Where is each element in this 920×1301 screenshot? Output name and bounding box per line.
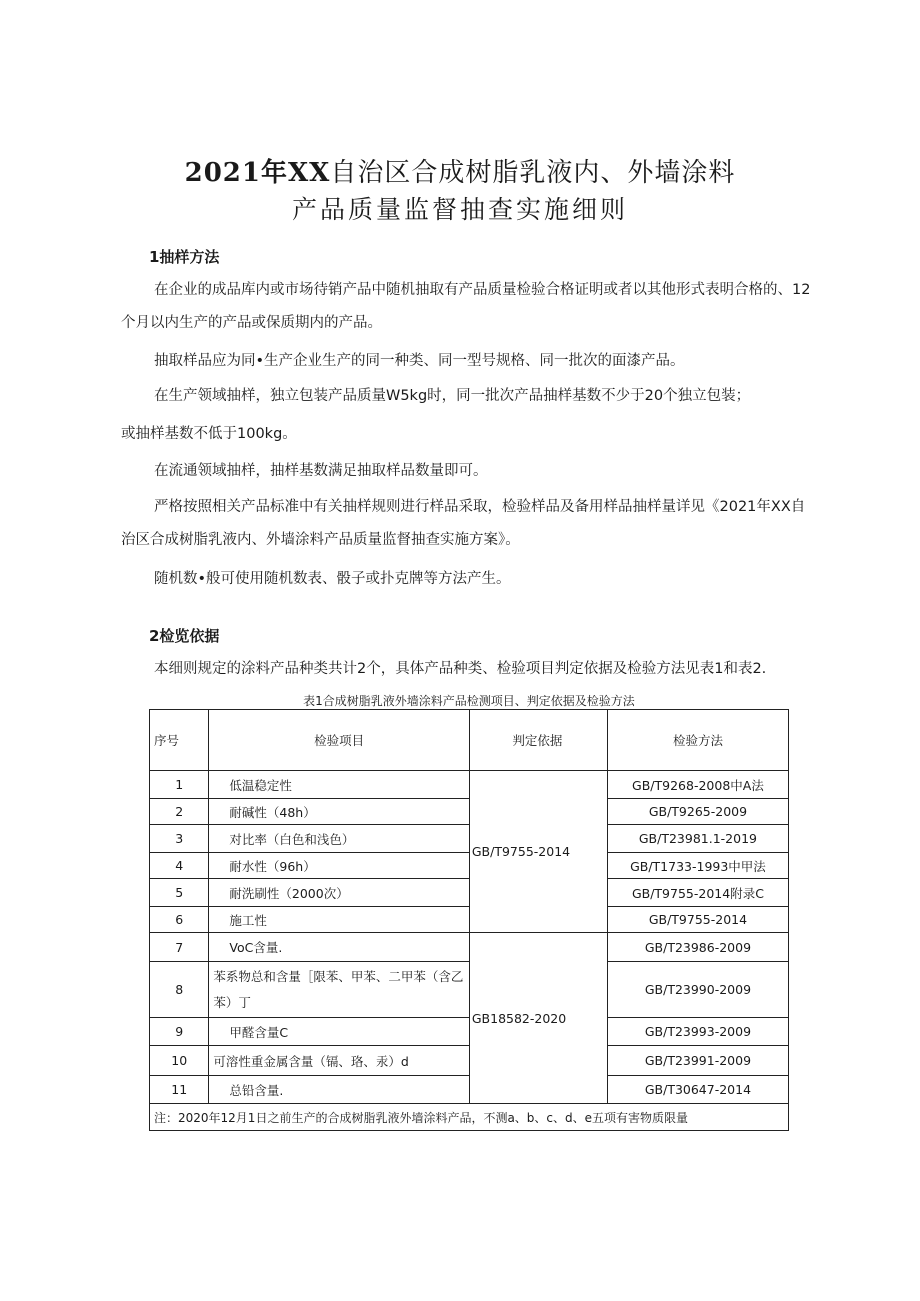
row-method: GB/T9268-2008中A法 bbox=[607, 771, 788, 799]
row-item: 耐碱性（48h） bbox=[209, 799, 469, 825]
paragraph-sampling-3-cont: 或抽样基数不低于100kg。 bbox=[121, 426, 297, 442]
header-no: 序号 bbox=[150, 710, 209, 771]
document-title-line2: 产品质量监督抽查实施细则 bbox=[291, 195, 628, 224]
paragraph-sampling-6: 随机数•般可使用随机数表、骰子或扑克牌等方法产生。 bbox=[154, 571, 511, 587]
document-title-line1 bbox=[0, 152, 920, 189]
paragraph-sampling-4: 在流通领域抽样，抽样基数满足抽取样品数量即可。 bbox=[154, 463, 488, 479]
row-item: 耐洗刷性（2000次） bbox=[209, 879, 469, 907]
table-header-row bbox=[150, 710, 789, 771]
table-row bbox=[150, 1076, 789, 1104]
row-method: GB/T9265-2009 bbox=[607, 799, 788, 825]
row-method: GB/T9755-2014 bbox=[607, 907, 788, 933]
row-item: 对比率（白色和浅色） bbox=[209, 825, 469, 853]
table-row bbox=[150, 879, 789, 907]
basis-cell: GB18582-2020 bbox=[469, 933, 607, 1104]
row-no: 7 bbox=[150, 933, 209, 962]
row-item: VoC含量. bbox=[209, 933, 469, 962]
row-item: 耐水性（96h） bbox=[209, 853, 469, 879]
row-no: 9 bbox=[150, 1018, 209, 1046]
row-item: 苯系物总和含量［限苯、甲苯、二甲苯（含乙苯）丁 bbox=[209, 962, 469, 1018]
header-item: 检验项目 bbox=[209, 710, 469, 771]
section-heading-basis: 2检览依据 bbox=[149, 627, 220, 645]
row-no: 11 bbox=[150, 1076, 209, 1104]
header-method: 检验方法 bbox=[607, 710, 788, 771]
row-method: GB/T23986-2009 bbox=[607, 933, 788, 962]
table-row bbox=[150, 962, 789, 1018]
table-row bbox=[150, 1046, 789, 1076]
paragraph-basis: 本细则规定的涂料产品种类共计2个，具体产品种类、检验项目判定依据及检验方法见表1和表2. bbox=[154, 661, 767, 677]
row-method: GB/T23981.1-2019 bbox=[607, 825, 788, 853]
row-method: GB/T9755-2014附录C bbox=[607, 879, 788, 907]
paragraph-sampling-3: 在生产领域抽样，独立包装产品质量W5kg时，同一批次产品抽样基数不少于20个独立包装； bbox=[154, 388, 751, 404]
row-method: GB/T1733-1993中甲法 bbox=[607, 853, 788, 879]
row-method: GB/T23991-2009 bbox=[607, 1046, 788, 1076]
title-rest: 自治区合成树脂乳液内、外墙涂料 bbox=[330, 158, 736, 188]
row-no: 10 bbox=[150, 1046, 209, 1076]
table-caption: 表1合成树脂乳液外墙涂料产品检测项目、判定依据及检验方法 bbox=[303, 694, 635, 708]
header-basis: 判定依据 bbox=[469, 710, 607, 771]
row-no: 5 bbox=[150, 879, 209, 907]
paragraph-sampling-1: 在企业的成品库内或市场待销产品中随机抽取有产品质量检验合格证明或者以其他形式表明合格的、12个月以内生产的产品或保质期内的产品。 bbox=[121, 282, 811, 331]
table-row bbox=[150, 799, 789, 825]
row-method: GB/T23993-2009 bbox=[607, 1018, 788, 1046]
basis-cell: GB/T9755-2014 bbox=[469, 771, 607, 933]
table-row bbox=[150, 1018, 789, 1046]
paragraph-sampling-2: 抽取样品应为同•生产企业生产的同一种类、同一型号规格、同一批次的面漆产品。 bbox=[154, 353, 685, 369]
paragraph-sampling-5: 严格按照相关产品标准中有关抽样规则进行样品采取，检验样品及备用样品抽样量详见《2021年XX自治区合成树脂乳液内、外墙涂料产品质量监督抽查实施方案》。 bbox=[121, 499, 806, 548]
row-no: 4 bbox=[150, 853, 209, 879]
table-row bbox=[150, 907, 789, 933]
row-item: 甲醛含量C bbox=[209, 1018, 469, 1046]
table-row bbox=[150, 771, 789, 799]
table-note: 注：2020年12月1日之前生产的合成树脂乳液外墙涂料产品，不测a、b、c、d、e五项有害物质限量 bbox=[150, 1104, 789, 1131]
row-no: 6 bbox=[150, 907, 209, 933]
row-no: 8 bbox=[150, 962, 209, 1018]
table-row bbox=[150, 825, 789, 853]
inspection-table bbox=[149, 709, 789, 1131]
title-year-prefix: 2021年XX bbox=[184, 158, 331, 188]
row-item: 总铅含量. bbox=[209, 1076, 469, 1104]
row-no: 1 bbox=[150, 771, 209, 799]
row-method: GB/T30647-2014 bbox=[607, 1076, 788, 1104]
row-item: 施工性 bbox=[209, 907, 469, 933]
section-heading-sampling: 1抽样方法 bbox=[149, 248, 220, 266]
row-item: 可溶性重金属含量（镉、珞、汞）d bbox=[209, 1046, 469, 1076]
row-no: 3 bbox=[150, 825, 209, 853]
table-row bbox=[150, 933, 789, 962]
table-note-row bbox=[150, 1104, 789, 1131]
row-method: GB/T23990-2009 bbox=[607, 962, 788, 1018]
row-item: 低温稳定性 bbox=[209, 771, 469, 799]
row-no: 2 bbox=[150, 799, 209, 825]
table-row bbox=[150, 853, 789, 879]
